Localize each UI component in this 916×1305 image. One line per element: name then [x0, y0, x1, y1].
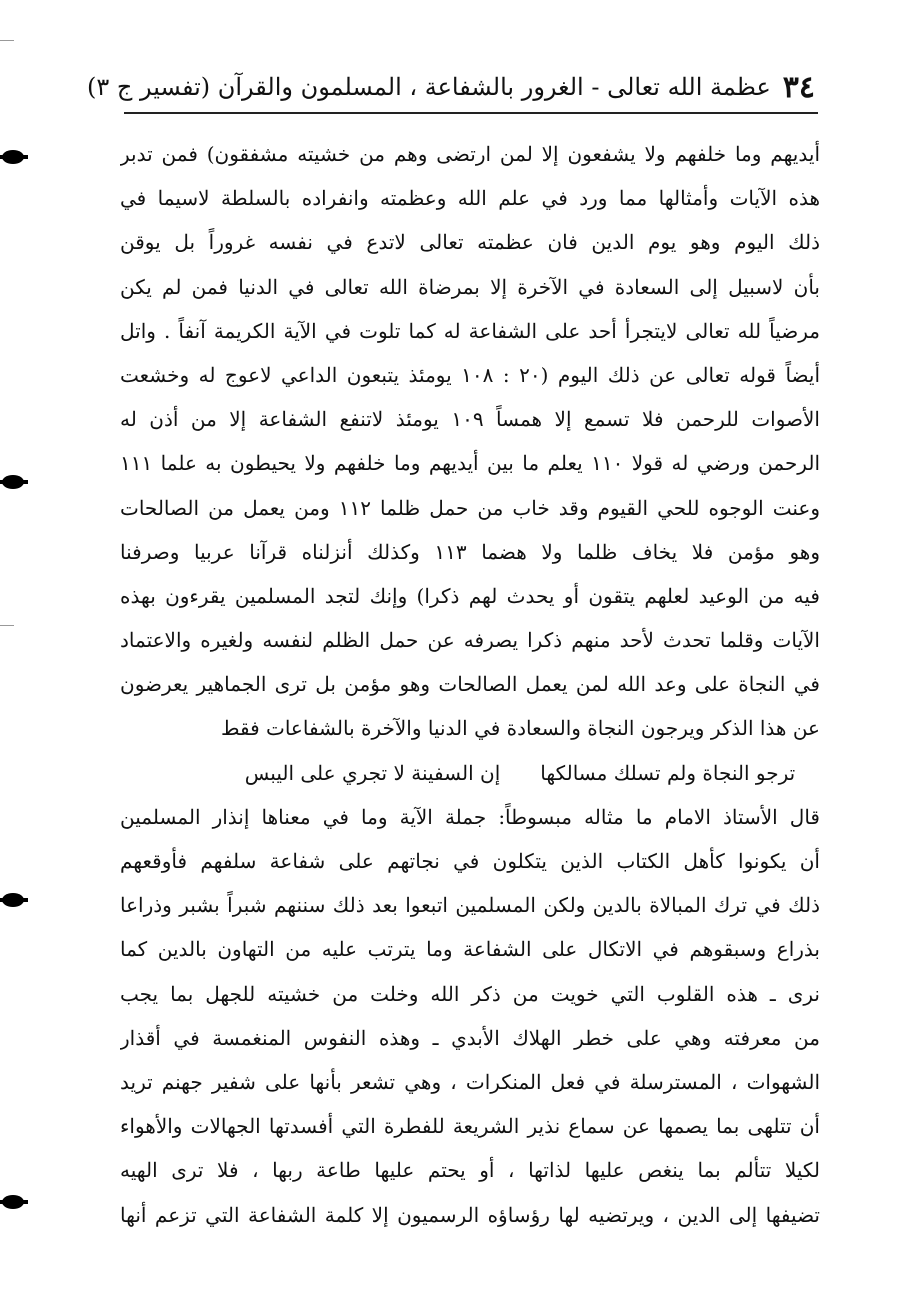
text-line: أيضاً قوله تعالى عن ذلك اليوم (٢٠ : ١٠٨ يومئذ يتبعون الداعي لاعوج له وخشعت [120, 362, 820, 387]
text-line: تضيفها إلى الدين ، ويرتضيه لها رؤساؤه الرسميون إلا كلمة الشفاعة التي تزعم أنها [120, 1202, 820, 1227]
text-line: بأن لاسبيل إلى السعادة في الآخرة إلا بمرضاة الله تعالى في الدنيا فمن لم يكن [120, 274, 820, 299]
text-line: الآيات وقلما تحدث لأحد منهم ذكرا يصرفه عن حمل الظلم لنفسه ولغيره والاعتماد [120, 628, 820, 653]
body-text [120, 132, 820, 1237]
text-line: في النجاة على وعد الله لمن يعمل الصالحات وهو مؤمن بل ترى الجماهير يعرضون [120, 672, 820, 697]
running-header [87, 66, 815, 108]
text-line: نرى ـ هذه القلوب التي خويت من ذكر الله وخلت من خشيته للجهل بما يجب [120, 981, 820, 1006]
header-rule [124, 112, 818, 114]
verse-first-hemistich: ترجو النجاة ولم تسلك مسالكها [540, 760, 796, 785]
text-line: لكيلا تتألم بما ينغص عليها لذاتها ، أو يحتم عليها طاعة ربها ، فلا ترى الهيه [120, 1158, 820, 1183]
scan-artifact-mark [2, 1195, 24, 1209]
text-line: أيديهم وما خلفهم ولا يشفعون إلا لمن ارتضى وهم من خشيته مشفقون) فمن تدبر [120, 142, 820, 166]
page-number: ٣٤ [782, 69, 815, 105]
text-line: ذلك في ترك المبالاة بالدين ولكن المسلمين اتبعوا بعد ذلك سننهم شبراً بشبر وذراعا [120, 893, 820, 918]
text-line: ذلك اليوم وهو يوم الدين فان عظمته تعالى لاتدع في نفسه غروراً بل يوقن [120, 230, 820, 255]
scan-artifact-mark [2, 150, 24, 164]
poetry-verse [120, 751, 820, 795]
text-line: أن يكونوا كأهل الكتاب الذين يتكلون في نجاتهم على شفاعة سلفهم فأوقعهم [120, 849, 820, 873]
scan-artifact-line [0, 40, 14, 41]
text-line: أن تتلهى بما يصمها عن سماع نذير الشريعة للفطرة التي أفسدتها الجهالات والأهواء [120, 1114, 820, 1139]
text-line: عن هذا الذكر ويرجون النجاة والسعادة في الدنيا والآخرة بالشفاعات فقط [220, 716, 820, 741]
text-line: من معرفته وهي على خطر الهلاك الأبدي ـ وهذه النفوس المنغمسة في أقذار [120, 1025, 820, 1050]
running-title: عظمة الله تعالى - الغرور بالشفاعة ، المسلمون والقرآن (تفسير ج ٣) [87, 73, 771, 101]
text-line: بذراع وسبقوهم في الاتكال على الشفاعة وما يترتب عليه من التهاون بالدين كما [120, 937, 820, 962]
scan-artifact-line [0, 625, 14, 626]
text-line: الرحمن ورضي له قولا ١١٠ يعلم ما بين أيديهم وما خلفهم ولا يحيطون به علما ١١١ [120, 451, 820, 476]
text-line: وهو مؤمن فلا يخاف ظلما ولا هضما ١١٣ وكذلك أنزلناه قرآنا عربيا وصرفنا [120, 539, 820, 564]
text-line: فيه من الوعيد لعلهم يتقون أو يحدث لهم ذكرا) وإنك لتجد المسلمين يقرءون بهذه [120, 583, 820, 608]
text-line: هذه الآيات وأمثالها مما ورد في علم الله وعظمته وانفراده بالسلطة لاسيما في [120, 186, 820, 211]
text-line: الأصوات للرحمن فلا تسمع إلا همساً ١٠٩ يومئذ لاتنفع الشفاعة إلا من أذن له [120, 407, 820, 432]
text-line: قال الأستاذ الامام ما مثاله مبسوطاً: جملة الآية وما في معناها إنذار المسلمين [120, 804, 820, 829]
text-line: الشهوات ، المسترسلة في فعل المنكرات ، وهي تشعر بأنها على شفير جهنم تريد [120, 1069, 820, 1094]
scan-artifact-mark [2, 893, 24, 907]
text-line: مرضياً لله تعالى لايتجرأ أحد على الشفاعة له كما تلوت في الآية الكريمة آنفاً . واتل [120, 318, 820, 343]
scan-artifact-mark [2, 475, 24, 489]
text-line: وعنت الوجوه للحي القيوم وقد خاب من حمل ظلما ١١٢ ومن يعمل من الصالحات [120, 495, 820, 520]
verse-second-hemistich: إن السفينة لا تجري على اليبس [244, 760, 501, 785]
